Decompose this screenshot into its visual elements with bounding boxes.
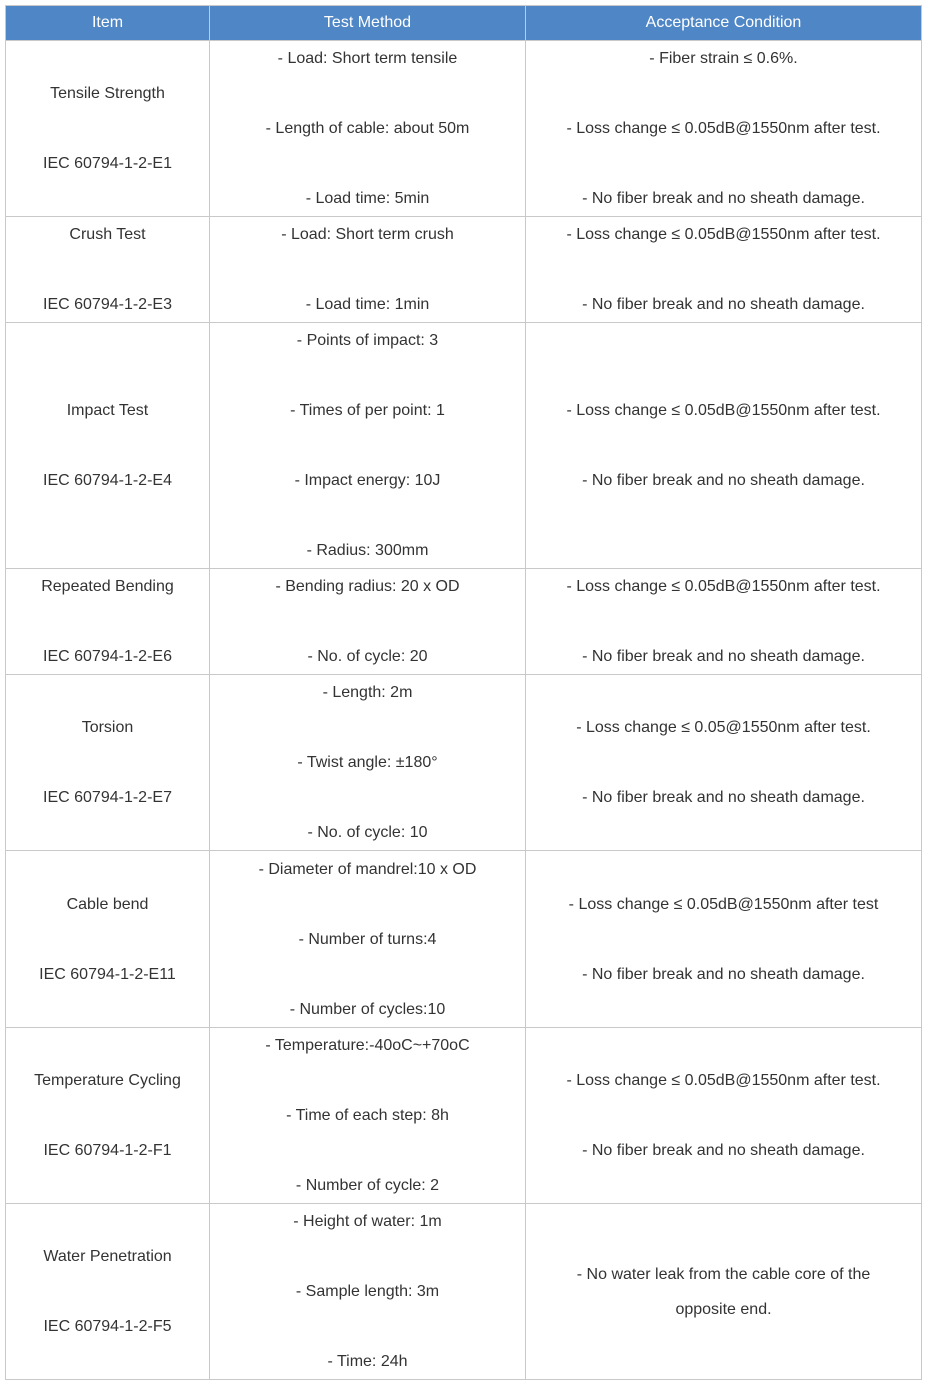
method-line: - Sample length: 3m [295,1283,440,1300]
method-cell [210,41,526,217]
method-line: - Temperature:-40oC~+70oC [265,1037,470,1054]
method-line: - Radius: 300mm [306,542,429,559]
item-name: Repeated Bending [41,578,174,595]
table-header-row [6,6,922,41]
table-row [6,569,922,675]
method-line: - Twist angle: ±180° [297,754,438,771]
table-row [6,1204,922,1380]
method-cell [210,569,526,675]
method-line: - Number of turns:4 [298,930,437,948]
acceptance-line: - Loss change ≤ 0.05dB@1550nm after test. [566,402,881,419]
table-row [6,675,922,851]
method-line: - Number of cycles:10 [289,1000,446,1018]
item-cell [6,675,210,851]
item-standard: IEC 60794-1-2-E1 [43,155,172,172]
method-line: - Times of per point: 1 [290,402,445,419]
item-cell [6,323,210,569]
method-line: - Length: 2m [322,684,413,701]
method-line: - Bending radius: 20 x OD [275,578,460,595]
acceptance-cell [526,323,922,569]
table-row [6,41,922,217]
item-standard: IEC 60794-1-2-F1 [43,1142,172,1159]
item-standard: IEC 60794-1-2-E7 [43,789,172,806]
method-line: - No. of cycle: 20 [307,648,428,665]
acceptance-line: - Loss change ≤ 0.05@1550nm after test. [576,719,871,736]
item-standard: IEC 60794-1-2-F5 [43,1318,172,1335]
table-row [6,851,922,1028]
item-cell [6,569,210,675]
header-acceptance-condition: Acceptance Condition [526,6,922,41]
acceptance-line: opposite end. [675,1300,772,1318]
item-standard: IEC 60794-1-2-E6 [43,648,172,665]
acceptance-cell [526,1028,922,1204]
acceptance-line: - No fiber break and no sheath damage. [582,648,865,665]
item-name: Temperature Cycling [34,1072,181,1089]
item-name: Crush Test [69,226,146,243]
acceptance-cell [526,41,922,217]
acceptance-cell [526,851,922,1028]
acceptance-line: - No fiber break and no sheath damage. [582,296,865,313]
acceptance-line: - No fiber break and no sheath damage. [582,472,865,489]
table-row [6,323,922,569]
item-name: Cable bend [66,895,149,913]
method-line: - Load: Short term crush [281,226,454,243]
method-line: - Time: 24h [327,1353,408,1370]
acceptance-line: - No fiber break and no sheath damage. [582,789,865,806]
item-name: Torsion [81,719,134,736]
item-cell [6,217,210,323]
item-standard: IEC 60794-1-2-E4 [43,472,172,489]
item-standard: IEC 60794-1-2-E3 [43,296,172,313]
method-cell [210,851,526,1028]
method-cell [210,1204,526,1380]
item-cell [6,1204,210,1380]
item-cell [6,1028,210,1204]
method-line: - Time of each step: 8h [286,1107,449,1124]
item-name: Impact Test [66,402,149,419]
item-cell [6,41,210,217]
table-row [6,1028,922,1204]
method-cell [210,1028,526,1204]
acceptance-line: - Loss change ≤ 0.05dB@1550nm after test [568,895,879,913]
header-test-method: Test Method [210,6,526,41]
method-line: - No. of cycle: 10 [307,824,428,841]
acceptance-line: - No fiber break and no sheath damage. [582,1142,865,1159]
test-spec-table [5,5,922,1380]
acceptance-cell [526,1204,922,1380]
table-row [6,217,922,323]
method-cell [210,217,526,323]
acceptance-line: - Loss change ≤ 0.05dB@1550nm after test. [566,226,881,243]
item-cell [6,851,210,1028]
method-line: - Number of cycle: 2 [295,1177,440,1194]
method-line: - Impact energy: 10J [294,472,441,489]
acceptance-line: - Loss change ≤ 0.05dB@1550nm after test. [566,578,881,595]
acceptance-line: - No fiber break and no sheath damage. [582,190,865,207]
item-name: Tensile Strength [50,85,165,102]
method-line: - Load: Short term tensile [277,50,458,67]
acceptance-line: - No water leak from the cable core of the [576,1265,871,1283]
method-line: - Length of cable: about 50m [265,120,470,137]
method-line: - Load time: 5min [305,190,430,207]
header-item: Item [6,6,210,41]
acceptance-line: - Loss change ≤ 0.05dB@1550nm after test. [566,120,881,137]
acceptance-line: - Fiber strain ≤ 0.6%. [649,50,798,67]
method-line: - Height of water: 1m [293,1213,442,1230]
acceptance-cell [526,569,922,675]
method-line: - Diameter of mandrel:10 x OD [258,860,477,878]
method-line: - Points of impact: 3 [296,332,439,349]
method-cell [210,323,526,569]
acceptance-line: - No fiber break and no sheath damage. [582,965,865,983]
item-name: Water Penetration [43,1248,172,1265]
method-line: - Load time: 1min [305,296,430,313]
acceptance-line: - Loss change ≤ 0.05dB@1550nm after test. [566,1072,881,1089]
method-cell [210,675,526,851]
acceptance-cell [526,675,922,851]
acceptance-cell [526,217,922,323]
item-standard: IEC 60794-1-2-E11 [39,965,176,983]
